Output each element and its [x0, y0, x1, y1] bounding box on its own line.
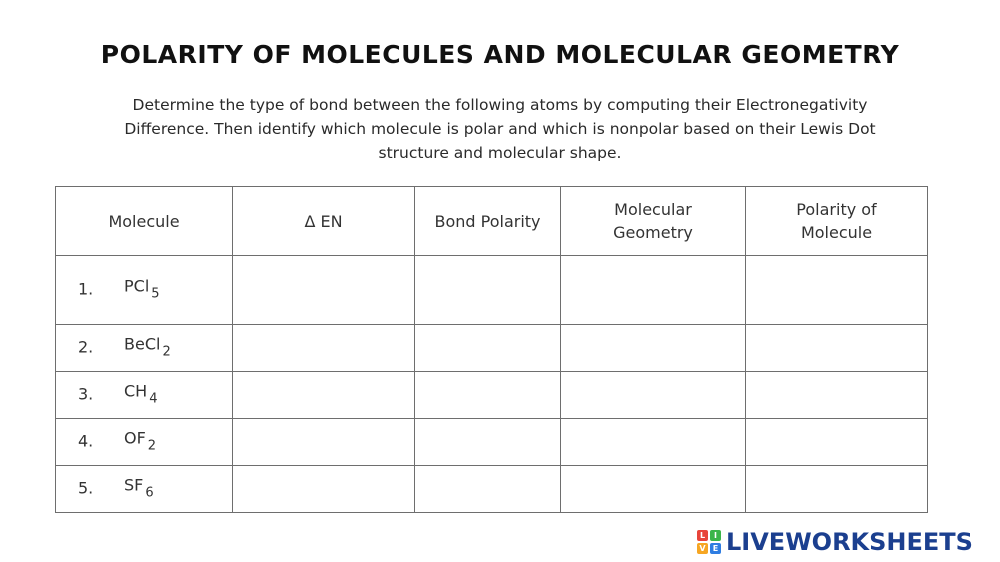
formula-base: CH	[124, 381, 148, 401]
formula-subscript: 6	[145, 485, 154, 501]
logo-letter: V	[697, 543, 708, 554]
polarity-answer-cell[interactable]	[746, 466, 928, 513]
delta-en-answer-cell[interactable]	[233, 256, 415, 325]
worksheet-table	[55, 186, 928, 513]
delta-en-answer-cell[interactable]	[233, 419, 415, 466]
formula-base: OF	[124, 428, 146, 448]
header-polarity-of-molecule-text: Polarity of Molecule	[796, 200, 877, 242]
liveworksheets-brand	[697, 529, 973, 555]
molecule-formula	[124, 381, 157, 406]
table-row	[56, 419, 928, 466]
molecule-cell	[56, 419, 233, 466]
polarity-answer-cell[interactable]	[746, 419, 928, 466]
formula-base: SF	[124, 475, 144, 495]
table-header-row	[56, 187, 928, 256]
bond-polarity-answer-cell[interactable]	[415, 325, 561, 372]
molecule-cell	[56, 325, 233, 372]
worksheet-title: POLARITY OF MOLECULES AND MOLECULAR GEOMETRY	[100, 40, 900, 69]
molecular-geometry-answer-cell[interactable]	[561, 419, 746, 466]
molecule-cell	[56, 466, 233, 513]
brand-name: LIVEWORKSHEETS	[726, 528, 973, 556]
bond-polarity-answer-cell[interactable]	[415, 466, 561, 513]
formula-subscript: 2	[162, 344, 171, 360]
delta-en-answer-cell[interactable]	[233, 466, 415, 513]
logo-letter: E	[710, 543, 721, 554]
formula-base: PCl	[124, 276, 150, 296]
delta-en-answer-cell[interactable]	[233, 325, 415, 372]
molecule-formula	[124, 276, 160, 301]
bond-polarity-answer-cell[interactable]	[415, 419, 561, 466]
molecule-cell	[56, 256, 233, 325]
molecular-geometry-answer-cell[interactable]	[561, 256, 746, 325]
row-number: 5.	[78, 478, 94, 498]
molecule-formula	[124, 475, 154, 500]
liveworksheets-logo-icon	[697, 530, 721, 554]
row-number: 4.	[78, 431, 94, 451]
formula-subscript: 4	[149, 391, 158, 407]
polarity-answer-cell[interactable]	[746, 325, 928, 372]
molecular-geometry-answer-cell[interactable]	[561, 372, 746, 419]
header-molecule: Molecule	[56, 187, 233, 256]
instructions-text: Determine the type of bond between the following atoms by computing their Electronegativity Difference. Then identify which molecule is polar and which is nonpolar based on their Lewis Dot structure and molecular shape.	[124, 96, 876, 162]
molecular-geometry-answer-cell[interactable]	[561, 325, 746, 372]
header-delta-en: Δ EN	[233, 187, 415, 256]
molecule-formula	[124, 334, 171, 359]
row-number: 2.	[78, 337, 94, 357]
formula-subscript: 2	[147, 438, 157, 454]
molecular-geometry-answer-cell[interactable]	[561, 466, 746, 513]
delta-en-answer-cell[interactable]	[233, 372, 415, 419]
polarity-answer-cell[interactable]	[746, 372, 928, 419]
formula-base: BeCl	[124, 334, 161, 354]
table-row	[56, 466, 928, 513]
row-number: 3.	[78, 384, 94, 404]
logo-letter: I	[710, 530, 721, 541]
bond-polarity-answer-cell[interactable]	[415, 372, 561, 419]
row-number: 1.	[78, 279, 94, 299]
bond-polarity-answer-cell[interactable]	[415, 256, 561, 325]
molecule-formula	[124, 428, 156, 453]
header-molecular-geometry	[561, 187, 746, 256]
table-row	[56, 256, 928, 325]
header-bond-polarity: Bond Polarity	[415, 187, 561, 256]
molecule-cell	[56, 372, 233, 419]
header-polarity-of-molecule	[746, 187, 928, 256]
logo-letter: L	[697, 530, 708, 541]
table-row	[56, 372, 928, 419]
formula-subscript: 5	[151, 286, 160, 302]
polarity-answer-cell[interactable]	[746, 256, 928, 325]
header-molecular-geometry-text: Molecular Geometry	[613, 200, 693, 242]
table-row	[56, 325, 928, 372]
